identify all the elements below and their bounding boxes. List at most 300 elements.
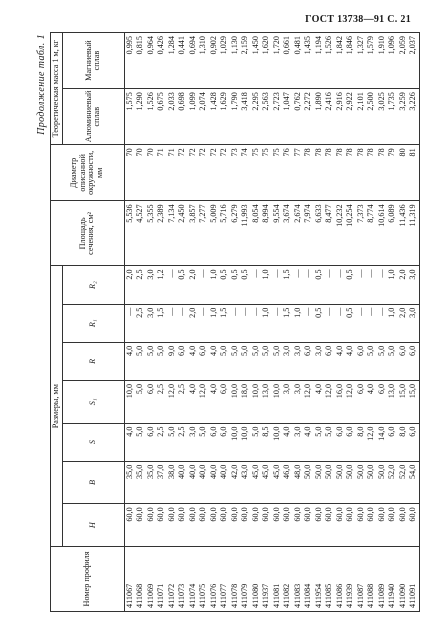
cell-thickness-S1: 2,5 — [156, 380, 167, 423]
cell-circumscribed-diameter: 78 — [303, 145, 314, 201]
cell-radius-R: 5,0 — [135, 342, 146, 380]
cell-radius-R1: 2,0 — [398, 304, 409, 342]
header-dimensions-group: Размеры, мм — [51, 266, 63, 547]
cell-width-B: 45,0 — [272, 461, 283, 504]
cell-radius-R1: 3,0 — [146, 304, 157, 342]
cell-radius-R2: — — [303, 266, 314, 304]
cell-section-area: 3,674 — [282, 201, 293, 266]
cell-mass-aluminum: 2,074 — [198, 89, 209, 145]
cell-height-H: 60,0 — [240, 504, 251, 547]
cell-thickness-S1: 10,0 — [251, 380, 262, 423]
cell-profile-number: 411090 — [398, 546, 409, 611]
cell-section-area: 8,994 — [261, 201, 272, 266]
cell-radius-R2: — — [335, 266, 346, 304]
cell-height-H: 60,0 — [124, 504, 135, 547]
cell-thickness-S1: 10,0 — [272, 380, 283, 423]
cell-mass-aluminum: 2,272 — [303, 89, 314, 145]
cell-width-B: 50,0 — [377, 461, 388, 504]
cell-width-B: 38,0 — [167, 461, 178, 504]
cell-height-H: 60,0 — [387, 504, 398, 547]
cell-thickness-S: 6,0 — [335, 423, 346, 461]
cell-thickness-S: 5,0 — [314, 423, 325, 461]
cell-thickness-S1: 4,0 — [188, 380, 199, 423]
cell-radius-R1: 1,5 — [219, 304, 230, 342]
cell-mass-magnesium: 1,846 — [345, 33, 356, 89]
cell-radius-R2: 3,0 — [146, 266, 157, 304]
cell-width-B: 40,0 — [198, 461, 209, 504]
table-row — [156, 33, 167, 612]
cell-width-B: 42,0 — [230, 461, 241, 504]
cell-thickness-S: 5,0 — [324, 423, 335, 461]
cell-height-H: 60,0 — [303, 504, 314, 547]
cell-radius-R: 5,0 — [240, 342, 251, 380]
cell-thickness-S: 12,0 — [366, 423, 377, 461]
cell-height-H: 60,0 — [377, 504, 388, 547]
cell-section-area: 7,373 — [356, 201, 367, 266]
cell-mass-magnesium: 0,426 — [156, 33, 167, 89]
cell-circumscribed-diameter: 72 — [209, 145, 220, 201]
cell-radius-R1: — — [366, 304, 377, 342]
cell-thickness-S: 6,0 — [345, 423, 356, 461]
cell-mass-magnesium: 0,441 — [177, 33, 188, 89]
cell-height-H: 60,0 — [335, 504, 346, 547]
cell-radius-R2: 0,5 — [345, 266, 356, 304]
table-row — [209, 33, 220, 612]
table-row — [219, 33, 230, 612]
cell-height-H: 60,0 — [324, 504, 335, 547]
cell-section-area: 7,277 — [198, 201, 209, 266]
cell-radius-R1: 1,0 — [261, 304, 272, 342]
cell-radius-R: 4,0 — [335, 342, 346, 380]
cell-height-H: 60,0 — [251, 504, 262, 547]
cell-mass-aluminum: 0,675 — [156, 89, 167, 145]
cell-thickness-S: 4,0 — [282, 423, 293, 461]
cell-radius-R2: 1,0 — [387, 266, 398, 304]
cell-profile-number: 411083 — [293, 546, 304, 611]
cell-thickness-S1: 16,0 — [335, 380, 346, 423]
cell-circumscribed-diameter: 72 — [188, 145, 199, 201]
table-row — [188, 33, 199, 612]
cell-circumscribed-diameter: 77 — [293, 145, 304, 201]
cell-profile-number: 411079 — [240, 546, 251, 611]
cell-radius-R2: 0,5 — [219, 266, 230, 304]
cell-radius-R1: — — [251, 304, 262, 342]
cell-section-area: 7,974 — [303, 201, 314, 266]
cell-thickness-S: 5,0 — [135, 423, 146, 461]
cell-thickness-S1: 6,0 — [377, 380, 388, 423]
cell-height-H: 60,0 — [398, 504, 409, 547]
cell-radius-R2: — — [167, 266, 178, 304]
cell-width-B: 50,0 — [324, 461, 335, 504]
cell-radius-R: 5,0 — [156, 342, 167, 380]
cell-width-B: 54,0 — [408, 461, 419, 504]
cell-thickness-S1: 12,0 — [345, 380, 356, 423]
cell-mass-aluminum: 1,790 — [230, 89, 241, 145]
cell-radius-R1: — — [177, 304, 188, 342]
cell-width-B: 50,0 — [356, 461, 367, 504]
cell-mass-aluminum: 2,916 — [335, 89, 346, 145]
cell-radius-R2: 2,0 — [398, 266, 409, 304]
header-B: B — [62, 461, 124, 504]
cell-thickness-S: 3,0 — [188, 423, 199, 461]
header-S1: S₁ — [62, 380, 124, 423]
cell-height-H: 60,0 — [146, 504, 157, 547]
cell-circumscribed-diameter: 71 — [167, 145, 178, 201]
cell-height-H: 60,0 — [345, 504, 356, 547]
cell-radius-R: 5,0 — [146, 342, 157, 380]
cell-height-H: 60,0 — [261, 504, 272, 547]
cell-circumscribed-diameter: 71 — [156, 145, 167, 201]
cell-width-B: 45,0 — [251, 461, 262, 504]
cell-profile-number: 411940 — [387, 546, 398, 611]
cell-radius-R: 4,0 — [124, 342, 135, 380]
table-row — [335, 33, 346, 612]
cell-thickness-S1: 4,0 — [366, 380, 377, 423]
cell-radius-R1: 2,5 — [135, 304, 146, 342]
cell-radius-R2: 2,0 — [124, 266, 135, 304]
cell-height-H: 60,0 — [209, 504, 220, 547]
cell-thickness-S: 6,0 — [146, 423, 157, 461]
cell-width-B: 50,0 — [303, 461, 314, 504]
cell-mass-magnesium: 0,815 — [135, 33, 146, 89]
cell-radius-R: 6,0 — [324, 342, 335, 380]
cell-profile-number: 411076 — [209, 546, 220, 611]
cell-mass-aluminum: 1,629 — [219, 89, 230, 145]
cell-mass-magnesium: 0,995 — [124, 33, 135, 89]
cell-mass-magnesium: 1,096 — [387, 33, 398, 89]
cell-thickness-S: 6,0 — [219, 423, 230, 461]
cell-radius-R1: — — [335, 304, 346, 342]
header-R1: R₁ — [62, 304, 124, 342]
cell-thickness-S1: 12,0 — [167, 380, 178, 423]
cell-profile-number: 411954 — [314, 546, 325, 611]
cell-height-H: 60,0 — [198, 504, 209, 547]
table-row — [366, 33, 377, 612]
cell-circumscribed-diameter: 70 — [124, 145, 135, 201]
cell-height-H: 60,0 — [219, 504, 230, 547]
cell-height-H: 60,0 — [314, 504, 325, 547]
cell-mass-aluminum: 2,563 — [261, 89, 272, 145]
cell-radius-R: 5,0 — [219, 342, 230, 380]
cell-thickness-S: 4,0 — [124, 423, 135, 461]
table-row — [408, 33, 419, 612]
cell-width-B: 50,0 — [335, 461, 346, 504]
cell-mass-magnesium: 1,450 — [251, 33, 262, 89]
cell-width-B: 40,0 — [188, 461, 199, 504]
cell-circumscribed-diameter: 72 — [219, 145, 230, 201]
cell-thickness-S: 2,5 — [156, 423, 167, 461]
cell-thickness-S: 6,0 — [387, 423, 398, 461]
cell-mass-magnesium: 2,159 — [240, 33, 251, 89]
cell-radius-R1: — — [167, 304, 178, 342]
cell-radius-R2: 0,5 — [230, 266, 241, 304]
table-row — [198, 33, 209, 612]
header-S: S — [62, 423, 124, 461]
cell-radius-R2: 3,0 — [408, 266, 419, 304]
header-H: H — [62, 504, 124, 547]
cell-radius-R1: — — [303, 304, 314, 342]
cell-radius-R2: — — [198, 266, 209, 304]
cell-mass-magnesium: 1,327 — [356, 33, 367, 89]
cell-width-B: 43,0 — [240, 461, 251, 504]
cell-thickness-S1: 10,0 — [124, 380, 135, 423]
cell-thickness-S1: 2,5 — [177, 380, 188, 423]
cell-profile-number: 411084 — [303, 546, 314, 611]
cell-mass-aluminum: 3,025 — [377, 89, 388, 145]
cell-radius-R2: — — [272, 266, 283, 304]
cell-radius-R1: 1,0 — [293, 304, 304, 342]
cell-thickness-S1: 13,0 — [261, 380, 272, 423]
cell-profile-number: 411071 — [156, 546, 167, 611]
header-circumscribed-diameter: Диаметр описанной окружности, мм — [51, 145, 125, 201]
cell-thickness-S: 5,0 — [198, 423, 209, 461]
header-R2: R₂ — [62, 266, 124, 304]
cell-radius-R: 4,0 — [345, 342, 356, 380]
cell-mass-magnesium: 1,284 — [167, 33, 178, 89]
cell-width-B: 45,0 — [261, 461, 272, 504]
cell-profile-number: 411074 — [188, 546, 199, 611]
cell-width-B: 50,0 — [366, 461, 377, 504]
header-aluminum-alloy: Алюминиевый сплав — [62, 89, 124, 145]
cell-thickness-S1: 5,0 — [135, 380, 146, 423]
cell-mass-magnesium: 1,526 — [324, 33, 335, 89]
cell-height-H: 60,0 — [167, 504, 178, 547]
cell-circumscribed-diameter: 78 — [335, 145, 346, 201]
cell-radius-R1: — — [356, 304, 367, 342]
cell-mass-magnesium: 1,910 — [377, 33, 388, 89]
table-row — [398, 33, 409, 612]
cell-circumscribed-diameter: 78 — [345, 145, 356, 201]
cell-height-H: 60,0 — [293, 504, 304, 547]
cell-profile-number: 411067 — [124, 546, 135, 611]
table-row — [303, 33, 314, 612]
cell-profile-number: 411081 — [272, 546, 283, 611]
cell-radius-R1: — — [377, 304, 388, 342]
cell-width-B: 35,0 — [124, 461, 135, 504]
cell-section-area: 9,554 — [272, 201, 283, 266]
cell-mass-aluminum: 3,226 — [408, 89, 419, 145]
cell-mass-magnesium: 0,481 — [293, 33, 304, 89]
cell-radius-R: 5,0 — [387, 342, 398, 380]
cell-radius-R: 6,0 — [198, 342, 209, 380]
cell-thickness-S1: 4,0 — [209, 380, 220, 423]
cell-height-H: 60,0 — [135, 504, 146, 547]
cell-mass-aluminum: 1,526 — [146, 89, 157, 145]
cell-mass-aluminum: 3,259 — [398, 89, 409, 145]
header-R: R — [62, 342, 124, 380]
cell-mass-aluminum: 2,416 — [324, 89, 335, 145]
table-row — [167, 33, 178, 612]
cell-circumscribed-diameter: 76 — [282, 145, 293, 201]
cell-radius-R1: — — [230, 304, 241, 342]
cell-mass-magnesium: 1,435 — [303, 33, 314, 89]
cell-thickness-S: 5,0 — [167, 423, 178, 461]
cell-profile-number: 411091 — [408, 546, 419, 611]
cell-mass-aluminum: 1,047 — [282, 89, 293, 145]
cell-thickness-S1: 12,0 — [324, 380, 335, 423]
cell-radius-R1: — — [198, 304, 209, 342]
cell-radius-R: 4,0 — [209, 342, 220, 380]
cell-radius-R2: — — [293, 266, 304, 304]
cell-radius-R: 6,0 — [356, 342, 367, 380]
cell-mass-aluminum: 1,890 — [314, 89, 325, 145]
cell-mass-aluminum: 1,099 — [188, 89, 199, 145]
cell-mass-aluminum: 2,033 — [167, 89, 178, 145]
cell-section-area: 2,389 — [156, 201, 167, 266]
cell-height-H: 60,0 — [156, 504, 167, 547]
cell-width-B: 50,0 — [314, 461, 325, 504]
page-header: ГОСТ 13738—91 С. 21 — [305, 14, 411, 25]
cell-circumscribed-diameter: 75 — [251, 145, 262, 201]
cell-radius-R2: 0,5 — [314, 266, 325, 304]
cell-radius-R1: 0,5 — [345, 304, 356, 342]
cell-radius-R1: — — [124, 304, 135, 342]
cell-thickness-S: 8,0 — [398, 423, 409, 461]
table-row — [124, 33, 135, 612]
header-theoretical-mass-group: Теоретическая масса 1 м, кг — [51, 33, 63, 145]
cell-radius-R2: 1,5 — [282, 266, 293, 304]
cell-circumscribed-diameter: 78 — [314, 145, 325, 201]
cell-thickness-S1: 13,0 — [387, 380, 398, 423]
cell-profile-number: 411068 — [135, 546, 146, 611]
cell-width-B: 52,0 — [387, 461, 398, 504]
cell-thickness-S1: 12,0 — [198, 380, 209, 423]
cell-circumscribed-diameter: 74 — [240, 145, 251, 201]
cell-circumscribed-diameter: 72 — [198, 145, 209, 201]
table-row — [345, 33, 356, 612]
cell-radius-R2: 1,2 — [156, 266, 167, 304]
cell-radius-R: 5,0 — [261, 342, 272, 380]
cell-thickness-S1: 10,0 — [230, 380, 241, 423]
table-row — [387, 33, 398, 612]
cell-radius-R: 6,0 — [398, 342, 409, 380]
cell-section-area: 11,436 — [398, 201, 409, 266]
cell-radius-R2: 2,5 — [135, 266, 146, 304]
cell-mass-aluminum: 1,735 — [387, 89, 398, 145]
cell-section-area: 11,993 — [240, 201, 251, 266]
cell-mass-magnesium: 0,964 — [146, 33, 157, 89]
cell-thickness-S: 3,0 — [293, 423, 304, 461]
cell-thickness-S: 6,0 — [209, 423, 220, 461]
cell-section-area: 8,774 — [366, 201, 377, 266]
cell-height-H: 60,0 — [356, 504, 367, 547]
table-row — [177, 33, 188, 612]
cell-profile-number: 411089 — [377, 546, 388, 611]
cell-radius-R2: 1,0 — [209, 266, 220, 304]
cell-mass-aluminum: 2,922 — [345, 89, 356, 145]
cell-profile-number: 411088 — [366, 546, 377, 611]
table-row — [240, 33, 251, 612]
cell-thickness-S1: 3,0 — [282, 380, 293, 423]
cell-radius-R2: — — [366, 266, 377, 304]
cell-circumscribed-diameter: 75 — [261, 145, 272, 201]
table-row — [230, 33, 241, 612]
cell-width-B: 37,0 — [156, 461, 167, 504]
cell-section-area: 6,633 — [314, 201, 325, 266]
cell-radius-R1: 3,0 — [408, 304, 419, 342]
cell-height-H: 60,0 — [366, 504, 377, 547]
table-row — [272, 33, 283, 612]
cell-circumscribed-diameter: 78 — [366, 145, 377, 201]
cell-thickness-S: 6,0 — [408, 423, 419, 461]
cell-radius-R: 6,0 — [408, 342, 419, 380]
cell-mass-aluminum: 2,295 — [251, 89, 262, 145]
table-row — [146, 33, 157, 612]
cell-mass-magnesium: 0,902 — [209, 33, 220, 89]
cell-radius-R: 3,0 — [293, 342, 304, 380]
cell-profile-number: 411939 — [345, 546, 356, 611]
cell-width-B: 40,0 — [209, 461, 220, 504]
cell-profile-number: 411085 — [324, 546, 335, 611]
cell-height-H: 60,0 — [272, 504, 283, 547]
cell-mass-magnesium: 1,194 — [314, 33, 325, 89]
cell-radius-R1: 1,5 — [156, 304, 167, 342]
table-row — [135, 33, 146, 612]
cell-radius-R: 6,0 — [303, 342, 314, 380]
cell-thickness-S1: 4,0 — [314, 380, 325, 423]
cell-thickness-S: 14,0 — [377, 423, 388, 461]
cell-section-area: 5,009 — [209, 201, 220, 266]
cell-thickness-S1: 6,0 — [146, 380, 157, 423]
cell-section-area: 11,319 — [408, 201, 419, 266]
header-magnesium-alloy: Магниевый сплав — [62, 33, 124, 89]
cell-radius-R: 5,0 — [272, 342, 283, 380]
cell-radius-R: 5,0 — [377, 342, 388, 380]
cell-mass-aluminum: 3,418 — [240, 89, 251, 145]
cell-thickness-S1: 18,0 — [240, 380, 251, 423]
cell-section-area: 3,857 — [188, 201, 199, 266]
cell-mass-aluminum: 2,101 — [356, 89, 367, 145]
table-row — [293, 33, 304, 612]
cell-profile-number: 411937 — [261, 546, 272, 611]
cell-width-B: 52,0 — [398, 461, 409, 504]
cell-profile-number: 411075 — [198, 546, 209, 611]
cell-radius-R1: — — [272, 304, 283, 342]
cell-thickness-S: 10,0 — [230, 423, 241, 461]
cell-circumscribed-diameter: 80 — [398, 145, 409, 201]
cell-mass-aluminum: 2,723 — [272, 89, 283, 145]
cell-mass-aluminum: 1,575 — [124, 89, 135, 145]
table-continuation-caption: Продолжение табл. 1 — [36, 34, 47, 135]
cell-thickness-S: 8,0 — [356, 423, 367, 461]
table-row — [356, 33, 367, 612]
cell-circumscribed-diameter: 78 — [324, 145, 335, 201]
cell-profile-number: 411073 — [177, 546, 188, 611]
cell-mass-magnesium: 2,059 — [398, 33, 409, 89]
cell-radius-R1: 1,0 — [209, 304, 220, 342]
cell-section-area: 7,134 — [167, 201, 178, 266]
cell-height-H: 60,0 — [188, 504, 199, 547]
header-section-area: Площадь сечения, см² — [51, 201, 125, 266]
cell-thickness-S: 4,0 — [303, 423, 314, 461]
cell-mass-magnesium: 1,310 — [198, 33, 209, 89]
cell-circumscribed-diameter: 70 — [146, 145, 157, 201]
cell-height-H: 60,0 — [230, 504, 241, 547]
cell-radius-R1: 1,0 — [387, 304, 398, 342]
cell-mass-magnesium: 1,620 — [261, 33, 272, 89]
cell-profile-number: 411080 — [251, 546, 262, 611]
cell-thickness-S1: 12,0 — [303, 380, 314, 423]
cell-section-area: 4,527 — [135, 201, 146, 266]
cell-profile-number: 411087 — [356, 546, 367, 611]
cell-radius-R1: 1,5 — [282, 304, 293, 342]
cell-profile-number: 411077 — [219, 546, 230, 611]
cell-radius-R1: — — [324, 304, 335, 342]
header-profile-number: Номер профиля — [51, 546, 125, 611]
cell-radius-R: 5,0 — [230, 342, 241, 380]
cell-mass-aluminum: 0,698 — [177, 89, 188, 145]
cell-section-area: 8,054 — [251, 201, 262, 266]
